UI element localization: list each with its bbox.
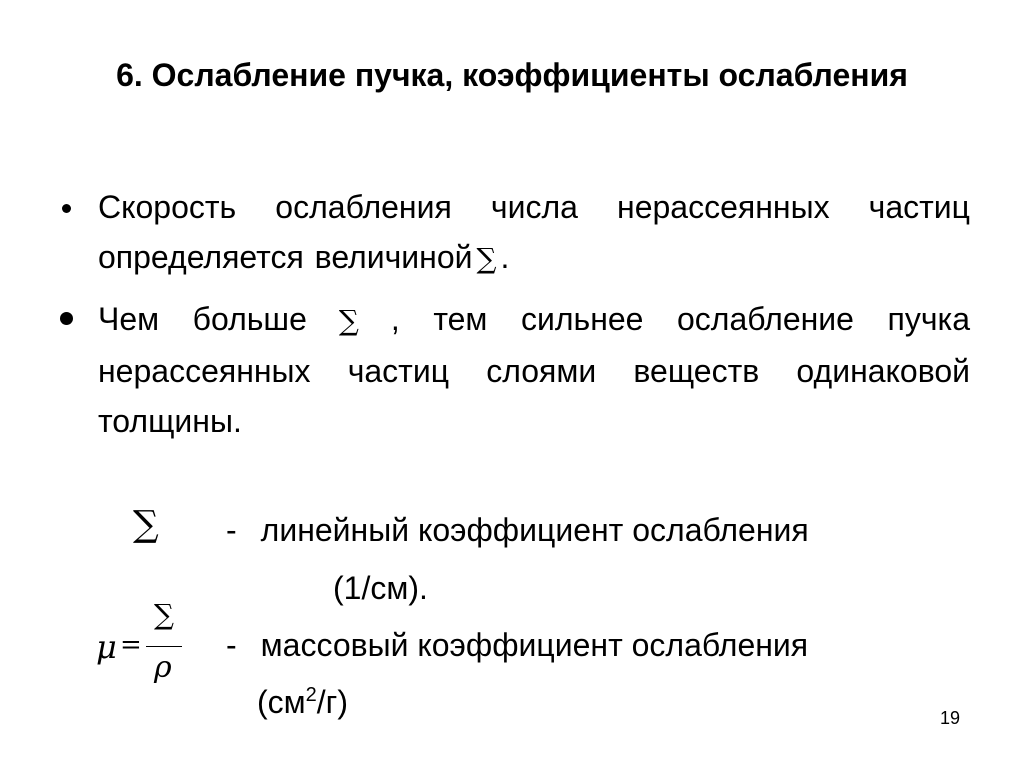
formula-equals: = [120,630,142,660]
fraction-bar [146,646,182,647]
bullet-text [98,294,970,446]
sigma-symbol: ∑ [476,242,497,275]
mass-coefficient-definition [226,620,808,670]
definition-text: линейный коэффициент ослабления [260,512,809,548]
linear-coefficient-unit: (1/см). [333,570,428,606]
unit-tail: /г) [316,684,348,720]
page-number: 19 [940,708,961,728]
formula-mu: μ [96,628,117,666]
bullet-dot-icon [62,204,71,213]
bullet-text-after: , тем сильнее ослабление пучка нерассеянных частиц слоями веществ одинаковой толщины. [98,301,971,439]
bullet-dot-icon [60,312,73,325]
formula-denominator: ρ [154,650,172,685]
mass-coefficient-unit [257,677,348,727]
definition-dash: - [226,512,237,548]
linear-coefficient-symbol: ∑ [133,504,159,545]
unit-base: (см [257,684,306,720]
sigma-symbol: ∑ [338,304,359,337]
definition-text: массовый коэффициент ослабления [260,627,809,663]
linear-coefficient-definition [226,505,809,555]
definition-dash: - [226,627,237,663]
unit-superscript: 2 [305,684,317,706]
bullet-text-before: Скорость ослабления числа нерассеянных частиц определяется величиной [98,189,970,275]
bullet-text [98,182,970,284]
formula-numerator: ∑ [154,598,174,631]
bullet-item-rate [60,182,970,284]
bullet-text-before: Чем больше [98,301,307,337]
bullet-list [60,182,970,456]
slide-title: 6. Ослабление пучка, коэффициенты ослабления [116,57,908,93]
bullet-item-more [60,294,970,446]
bullet-text-after: . [500,239,510,275]
mass-coefficient-formula [96,598,196,698]
